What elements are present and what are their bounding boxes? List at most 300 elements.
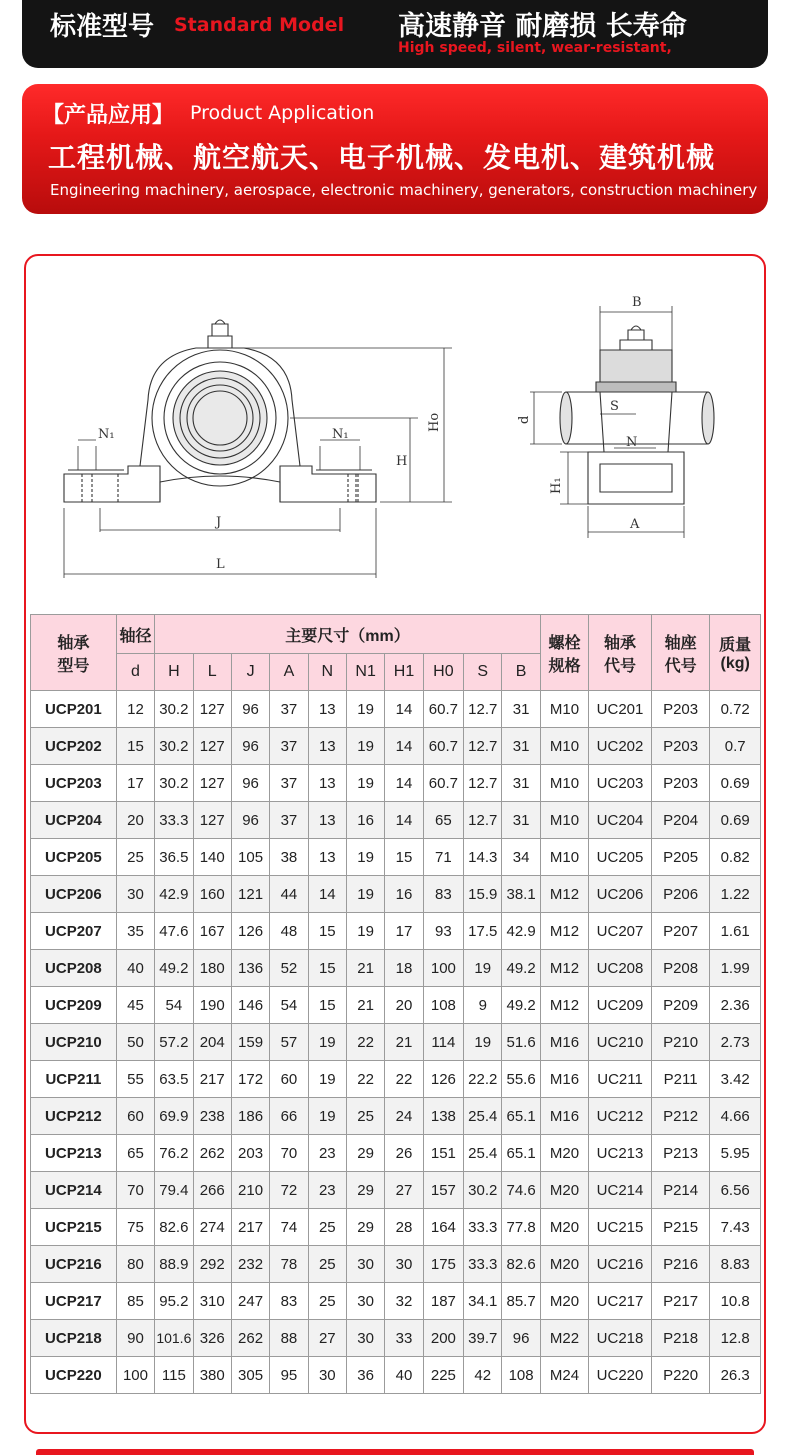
table-row [31, 728, 761, 765]
table-cell: 15 [308, 913, 346, 950]
table-cell: 262 [231, 1320, 269, 1357]
table-cell: 167 [193, 913, 231, 950]
table-cell: 12 [116, 691, 154, 728]
th-shaft: 轴径 [116, 615, 154, 654]
side-view [560, 326, 714, 504]
table-cell: P214 [651, 1172, 710, 1209]
header-title: 标准型号 [50, 12, 155, 42]
table-row [31, 802, 761, 839]
table-cell: 157 [423, 1172, 463, 1209]
label-N: N [626, 435, 638, 450]
table-cell: 33.3 [464, 1246, 502, 1283]
table-cell: 33.3 [155, 802, 193, 839]
th-col-l: L [193, 654, 231, 691]
table-cell: 34.1 [464, 1283, 502, 1320]
table-cell: 3.42 [710, 1061, 761, 1098]
table-cell: 76.2 [155, 1135, 193, 1172]
table-cell: P207 [651, 913, 710, 950]
label-S: S [610, 399, 619, 414]
th-col-h: H [155, 654, 193, 691]
table-cell: M16 [540, 1061, 588, 1098]
table-cell: 18 [385, 950, 423, 987]
table-cell: 21 [346, 987, 384, 1024]
table-cell: 186 [231, 1098, 269, 1135]
table-cell: 42.9 [155, 876, 193, 913]
table-cell: 0.72 [710, 691, 761, 728]
table-cell: P217 [651, 1283, 710, 1320]
table-cell: 0.7 [710, 728, 761, 765]
table-cell: 33.3 [464, 1209, 502, 1246]
table-cell: 232 [231, 1246, 269, 1283]
table-cell: 19 [346, 728, 384, 765]
label-N1-left: N₁ [98, 427, 115, 442]
table-cell: 10.8 [710, 1283, 761, 1320]
table-cell: 15 [385, 839, 423, 876]
th-bearing-code: 轴承 代号 [589, 615, 652, 691]
table-cell: 5.95 [710, 1135, 761, 1172]
table-cell: 31 [502, 765, 540, 802]
table-cell: 19 [308, 1061, 346, 1098]
cell-model: UCP207 [31, 913, 117, 950]
th-col-n1: N1 [346, 654, 384, 691]
table-row [31, 876, 761, 913]
table-cell: 12.7 [464, 802, 502, 839]
table-cell: 88.9 [155, 1246, 193, 1283]
table-cell: 70 [270, 1135, 308, 1172]
cell-model: UCP205 [31, 839, 117, 876]
table-cell: 51.6 [502, 1024, 540, 1061]
table-cell: 74 [270, 1209, 308, 1246]
table-cell: M16 [540, 1098, 588, 1135]
table-cell: 30.2 [464, 1172, 502, 1209]
table-cell: P203 [651, 765, 710, 802]
table-cell: 1.61 [710, 913, 761, 950]
table-cell: M10 [540, 765, 588, 802]
label-L: L [216, 557, 225, 572]
table-cell: 13 [308, 691, 346, 728]
table-cell: 14 [385, 691, 423, 728]
table-cell: 77.8 [502, 1209, 540, 1246]
table-cell: 57 [270, 1024, 308, 1061]
table-cell: 60.7 [423, 765, 463, 802]
header-slogan-en: High speed, silent, wear-resistant, [398, 40, 672, 56]
table-cell: 27 [385, 1172, 423, 1209]
table-cell: 114 [423, 1024, 463, 1061]
table-cell: M10 [540, 802, 588, 839]
cell-model: UCP218 [31, 1320, 117, 1357]
table-cell: 12.7 [464, 691, 502, 728]
th-main-dims: 主要尺寸（mm） [155, 615, 541, 654]
table-cell: 30 [346, 1246, 384, 1283]
table-cell: 80 [116, 1246, 154, 1283]
th-col-h0: H0 [423, 654, 463, 691]
table-cell: UC209 [589, 987, 652, 1024]
table-cell: 66 [270, 1098, 308, 1135]
table-cell: 136 [231, 950, 269, 987]
table-cell: 38.1 [502, 876, 540, 913]
front-view [64, 320, 376, 502]
th-col-s: S [464, 654, 502, 691]
table-cell: 22 [346, 1061, 384, 1098]
table-row [31, 1209, 761, 1246]
table-cell: 6.56 [710, 1172, 761, 1209]
cell-model: UCP213 [31, 1135, 117, 1172]
table-cell: M20 [540, 1172, 588, 1209]
table-cell: 19 [346, 839, 384, 876]
table-cell: 164 [423, 1209, 463, 1246]
table-row [31, 1246, 761, 1283]
cell-model: UCP214 [31, 1172, 117, 1209]
table-cell: 203 [231, 1135, 269, 1172]
table-cell: 26 [385, 1135, 423, 1172]
table-cell: 37 [270, 765, 308, 802]
table-cell: 159 [231, 1024, 269, 1061]
application-heading-en: Product Application [190, 102, 375, 124]
table-cell: 36 [346, 1357, 384, 1394]
table-cell: 30 [308, 1357, 346, 1394]
table-cell: 35 [116, 913, 154, 950]
table-cell: 16 [385, 876, 423, 913]
table-cell: 30.2 [155, 691, 193, 728]
table-cell: 0.69 [710, 765, 761, 802]
table-cell: 175 [423, 1246, 463, 1283]
application-heading: 【产品应用】 [42, 103, 175, 128]
table-cell: 274 [193, 1209, 231, 1246]
table-cell: 25 [308, 1209, 346, 1246]
table-cell: 79.4 [155, 1172, 193, 1209]
th-col-h1: H1 [385, 654, 423, 691]
table-cell: 40 [116, 950, 154, 987]
table-cell: 23 [308, 1135, 346, 1172]
cell-model: UCP202 [31, 728, 117, 765]
table-cell: 29 [346, 1209, 384, 1246]
table-cell: 55.6 [502, 1061, 540, 1098]
table-cell: 146 [231, 987, 269, 1024]
table-cell: 85 [116, 1283, 154, 1320]
table-cell: M10 [540, 691, 588, 728]
cell-model: UCP215 [31, 1209, 117, 1246]
table-cell: UC202 [589, 728, 652, 765]
table-cell: 95 [270, 1357, 308, 1394]
table-cell: UC206 [589, 876, 652, 913]
table-cell: M12 [540, 987, 588, 1024]
table-cell: 262 [193, 1135, 231, 1172]
table-cell: 54 [270, 987, 308, 1024]
table-cell: 65 [423, 802, 463, 839]
table-cell: 21 [346, 950, 384, 987]
th-col-d: d [116, 654, 154, 691]
table-cell: 52 [270, 950, 308, 987]
table-cell: 204 [193, 1024, 231, 1061]
cell-model: UCP210 [31, 1024, 117, 1061]
table-cell: 96 [231, 691, 269, 728]
table-cell: UC213 [589, 1135, 652, 1172]
th-housing-code: 轴座 代号 [651, 615, 710, 691]
table-cell: 83 [423, 876, 463, 913]
table-cell: UC215 [589, 1209, 652, 1246]
table-cell: P209 [651, 987, 710, 1024]
table-cell: 37 [270, 802, 308, 839]
table-cell: 20 [116, 802, 154, 839]
table-cell: 0.82 [710, 839, 761, 876]
table-cell: 8.83 [710, 1246, 761, 1283]
table-cell: 47.6 [155, 913, 193, 950]
technical-drawing [0, 0, 790, 612]
table-cell: 31 [502, 802, 540, 839]
table-cell: M20 [540, 1246, 588, 1283]
header-title-en: Standard Model [174, 14, 345, 36]
table-cell: 25 [116, 839, 154, 876]
th-col-j: J [231, 654, 269, 691]
table-cell: 22 [385, 1061, 423, 1098]
table-cell: 2.36 [710, 987, 761, 1024]
table-cell: 19 [346, 765, 384, 802]
table-row [31, 1098, 761, 1135]
table-cell: 17 [385, 913, 423, 950]
table-cell: 74.6 [502, 1172, 540, 1209]
table-cell: 151 [423, 1135, 463, 1172]
table-cell: 60 [270, 1061, 308, 1098]
table-cell: 12.7 [464, 765, 502, 802]
th-bearing-model: 轴承 型号 [31, 615, 117, 691]
table-cell: 19 [308, 1024, 346, 1061]
table-row [31, 1135, 761, 1172]
table-cell: 138 [423, 1098, 463, 1135]
table-cell: 82.6 [155, 1209, 193, 1246]
label-J: J [216, 515, 222, 530]
table-cell: 12.8 [710, 1320, 761, 1357]
table-cell: 60.7 [423, 728, 463, 765]
table-cell: UC217 [589, 1283, 652, 1320]
table-cell: UC220 [589, 1357, 652, 1394]
table-cell: 83 [270, 1283, 308, 1320]
table-row [31, 1024, 761, 1061]
table-cell: M12 [540, 950, 588, 987]
table-cell: 95.2 [155, 1283, 193, 1320]
table-cell: M20 [540, 1209, 588, 1246]
table-cell: P204 [651, 802, 710, 839]
table-cell: 49.2 [502, 987, 540, 1024]
table-cell: 49.2 [155, 950, 193, 987]
table-cell: 88 [270, 1320, 308, 1357]
th-col-n: N [308, 654, 346, 691]
table-cell: 22 [346, 1024, 384, 1061]
table-cell: 25 [308, 1283, 346, 1320]
table-cell: 100 [423, 950, 463, 987]
cell-model: UCP211 [31, 1061, 117, 1098]
table-cell: UC212 [589, 1098, 652, 1135]
cell-model: UCP216 [31, 1246, 117, 1283]
table-cell: 71 [423, 839, 463, 876]
table-cell: M12 [540, 876, 588, 913]
table-cell: 25.4 [464, 1098, 502, 1135]
table-cell: 140 [193, 839, 231, 876]
table-cell: P211 [651, 1061, 710, 1098]
table-cell: 126 [423, 1061, 463, 1098]
table-cell: 127 [193, 728, 231, 765]
cell-model: UCP217 [31, 1283, 117, 1320]
table-row [31, 987, 761, 1024]
table-cell: 101.6 [155, 1320, 193, 1357]
table-cell: 34 [502, 839, 540, 876]
table-cell: 49.2 [502, 950, 540, 987]
table-cell: 20 [385, 987, 423, 1024]
table-cell: 4.66 [710, 1098, 761, 1135]
table-cell: 33 [385, 1320, 423, 1357]
table-cell: 0.69 [710, 802, 761, 839]
cell-model: UCP204 [31, 802, 117, 839]
table-cell: 13 [308, 802, 346, 839]
table-cell: 13 [308, 765, 346, 802]
table-cell: 19 [346, 876, 384, 913]
table-cell: 54 [155, 987, 193, 1024]
table-cell: 310 [193, 1283, 231, 1320]
table-cell: P210 [651, 1024, 710, 1061]
table-cell: 39.7 [464, 1320, 502, 1357]
table-cell: 115 [155, 1357, 193, 1394]
table-cell: 247 [231, 1283, 269, 1320]
table-cell: 70 [116, 1172, 154, 1209]
table-row [31, 1320, 761, 1357]
table-row [31, 839, 761, 876]
table-cell: 65.1 [502, 1135, 540, 1172]
table-cell: 26.3 [710, 1357, 761, 1394]
table-cell: 90 [116, 1320, 154, 1357]
table-cell: UC204 [589, 802, 652, 839]
table-cell: 82.6 [502, 1246, 540, 1283]
table-cell: 69.9 [155, 1098, 193, 1135]
table-cell: 326 [193, 1320, 231, 1357]
table-cell: P213 [651, 1135, 710, 1172]
table-cell: 17 [116, 765, 154, 802]
table-cell: 17.5 [464, 913, 502, 950]
table-cell: M10 [540, 839, 588, 876]
table-cell: 1.22 [710, 876, 761, 913]
cell-model: UCP206 [31, 876, 117, 913]
table-cell: 225 [423, 1357, 463, 1394]
table-cell: 187 [423, 1283, 463, 1320]
table-cell: P218 [651, 1320, 710, 1357]
cell-model: UCP203 [31, 765, 117, 802]
table-cell: UC216 [589, 1246, 652, 1283]
table-cell: 266 [193, 1172, 231, 1209]
table-cell: 25.4 [464, 1135, 502, 1172]
table-cell: 30 [346, 1283, 384, 1320]
table-cell: 29 [346, 1135, 384, 1172]
th-bolt: 螺栓 规格 [540, 615, 588, 691]
table-cell: 30 [116, 876, 154, 913]
table-cell: 14 [385, 765, 423, 802]
table-cell: 57.2 [155, 1024, 193, 1061]
table-row [31, 913, 761, 950]
table-cell: 96 [231, 802, 269, 839]
table-cell: 13 [308, 839, 346, 876]
table-cell: 60 [116, 1098, 154, 1135]
table-cell: 25 [308, 1246, 346, 1283]
table-cell: 16 [346, 802, 384, 839]
table-cell: 14 [308, 876, 346, 913]
table-cell: P208 [651, 950, 710, 987]
table-cell: 28 [385, 1209, 423, 1246]
table-cell: 75 [116, 1209, 154, 1246]
table-cell: 108 [423, 987, 463, 1024]
table-cell: 19 [346, 913, 384, 950]
table-cell: 78 [270, 1246, 308, 1283]
table-cell: UC207 [589, 913, 652, 950]
table-cell: P216 [651, 1246, 710, 1283]
table-cell: 127 [193, 802, 231, 839]
table-cell: 36.5 [155, 839, 193, 876]
table-cell: M22 [540, 1320, 588, 1357]
table-cell: 19 [308, 1098, 346, 1135]
table-cell: 305 [231, 1357, 269, 1394]
cell-model: UCP209 [31, 987, 117, 1024]
table-row [31, 1357, 761, 1394]
cell-model: UCP220 [31, 1357, 117, 1394]
table-cell: 105 [231, 839, 269, 876]
th-col-a: A [270, 654, 308, 691]
header-slogan: 高速静音 耐磨损 长寿命 [398, 11, 687, 42]
table-cell: UC218 [589, 1320, 652, 1357]
table-row [31, 1283, 761, 1320]
table-cell: P203 [651, 691, 710, 728]
table-cell: 15 [308, 987, 346, 1024]
table-cell: 13 [308, 728, 346, 765]
table-cell: 22.2 [464, 1061, 502, 1098]
table-cell: 380 [193, 1357, 231, 1394]
table-cell: UC201 [589, 691, 652, 728]
table-cell: M10 [540, 728, 588, 765]
table-cell: UC205 [589, 839, 652, 876]
table-cell: 31 [502, 691, 540, 728]
table-cell: 14 [385, 802, 423, 839]
table-cell: 45 [116, 987, 154, 1024]
table-cell: 121 [231, 876, 269, 913]
spec-table [30, 614, 761, 1394]
table-cell: 37 [270, 691, 308, 728]
table-cell: 1.99 [710, 950, 761, 987]
label-A: A [630, 517, 640, 532]
table-cell: 15.9 [464, 876, 502, 913]
table-cell: 2.73 [710, 1024, 761, 1061]
table-row [31, 1172, 761, 1209]
table-cell: 37 [270, 728, 308, 765]
table-cell: 19 [464, 950, 502, 987]
table-cell: 127 [193, 765, 231, 802]
table-cell: 9 [464, 987, 502, 1024]
table-cell: P206 [651, 876, 710, 913]
table-cell: 30.2 [155, 728, 193, 765]
cell-model: UCP201 [31, 691, 117, 728]
table-cell: 96 [502, 1320, 540, 1357]
table-cell: 55 [116, 1061, 154, 1098]
table-cell: 65 [116, 1135, 154, 1172]
table-row [31, 765, 761, 802]
label-H1: H₁ [549, 477, 564, 494]
table-cell: 292 [193, 1246, 231, 1283]
table-cell: 30 [385, 1246, 423, 1283]
table-cell: 15 [116, 728, 154, 765]
table-cell: 217 [193, 1061, 231, 1098]
table-cell: 19 [346, 691, 384, 728]
table-cell: 160 [193, 876, 231, 913]
table-cell: 108 [502, 1357, 540, 1394]
table-cell: 180 [193, 950, 231, 987]
table-cell: 25 [346, 1098, 384, 1135]
table-cell: M20 [540, 1283, 588, 1320]
table-cell: 65.1 [502, 1098, 540, 1135]
table-row [31, 1061, 761, 1098]
